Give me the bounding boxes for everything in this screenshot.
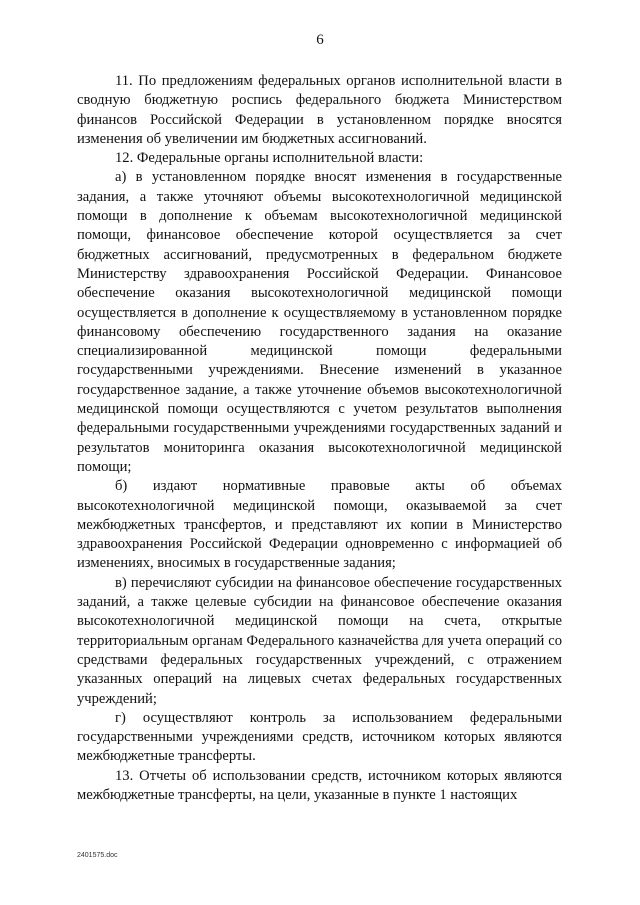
paragraph-13: 13. Отчеты об использовании средств, источником которых являются межбюджетные трансферты, на цели, указанные в пункте 1 настоящих <box>77 767 562 803</box>
paragraph-12-a: а) в установленном порядке вносят изменения в государственные задания, а также уточняют объемы высокотехнологичной медицинской помощи в дополнение к объемам высокотехнологичной медицинской помощи, финансовое обеспечение которой осуществляется за счет бюджетных ассигнований, предусмотренных в федеральном бюджете Министерству здравоохранения Российской Федерации. Финансовое обеспечение оказания высокотехнологичной медицинской помощи осуществляется в дополнение к осуществляемому в установленном порядке финансовому обеспечению государственного задания на оказание специализированной медицинской помощи федеральными государственными учреждениями. Внесение изменений в указанное государственное задание, а также уточнение объемов высокотехнологичной медицинской помощи осуществляются с учетом результатов выполнения федеральными государственными учреждениями государственных заданий и результатов мониторинга оказания высокотехнологичной медицинской помощи; <box>77 169 562 475</box>
paragraph-12-v: в) перечисляют субсидии на финансовое обеспечение государственных заданий, а также целевые субсидии на финансовое обеспечение оказания высокотехнологичной медицинской помощи на счета, открытые территориальным органам Федерального казначейства для учета операций со средствами федеральных государственных учреждений, с отражением указанных операций на лицевых счетах федеральных государственных учреждений; <box>77 574 562 707</box>
document-body <box>77 72 562 805</box>
paragraph-12-g: г) осуществляют контроль за использованием федеральными государственными учреждениями средств, источником которых являются межбюджетные трансферты. <box>77 709 562 765</box>
paragraph-11: 11. По предложениям федеральных органов исполнительной власти в сводную бюджетную роспись федерального бюджета Министерством финансов Российской Федерации в установленном порядке вносятся изменения об увеличении им бюджетных ассигнований. <box>77 73 562 147</box>
file-name-footer: 2401575.doc <box>77 852 118 859</box>
paragraph-12-intro: 12. Федеральные органы исполнительной власти: <box>115 150 424 167</box>
paragraph-12-b: б) издают нормативные правовые акты об объемах высокотехнологичной медицинской помощи, оказываемой за счет межбюджетных трансфертов, и представляют их копии в Министерство здравоохранения Российской Федерации одновременно с информацией об изменениях, вносимых в государственные задания; <box>77 478 562 572</box>
page-number: 6 <box>316 32 324 48</box>
